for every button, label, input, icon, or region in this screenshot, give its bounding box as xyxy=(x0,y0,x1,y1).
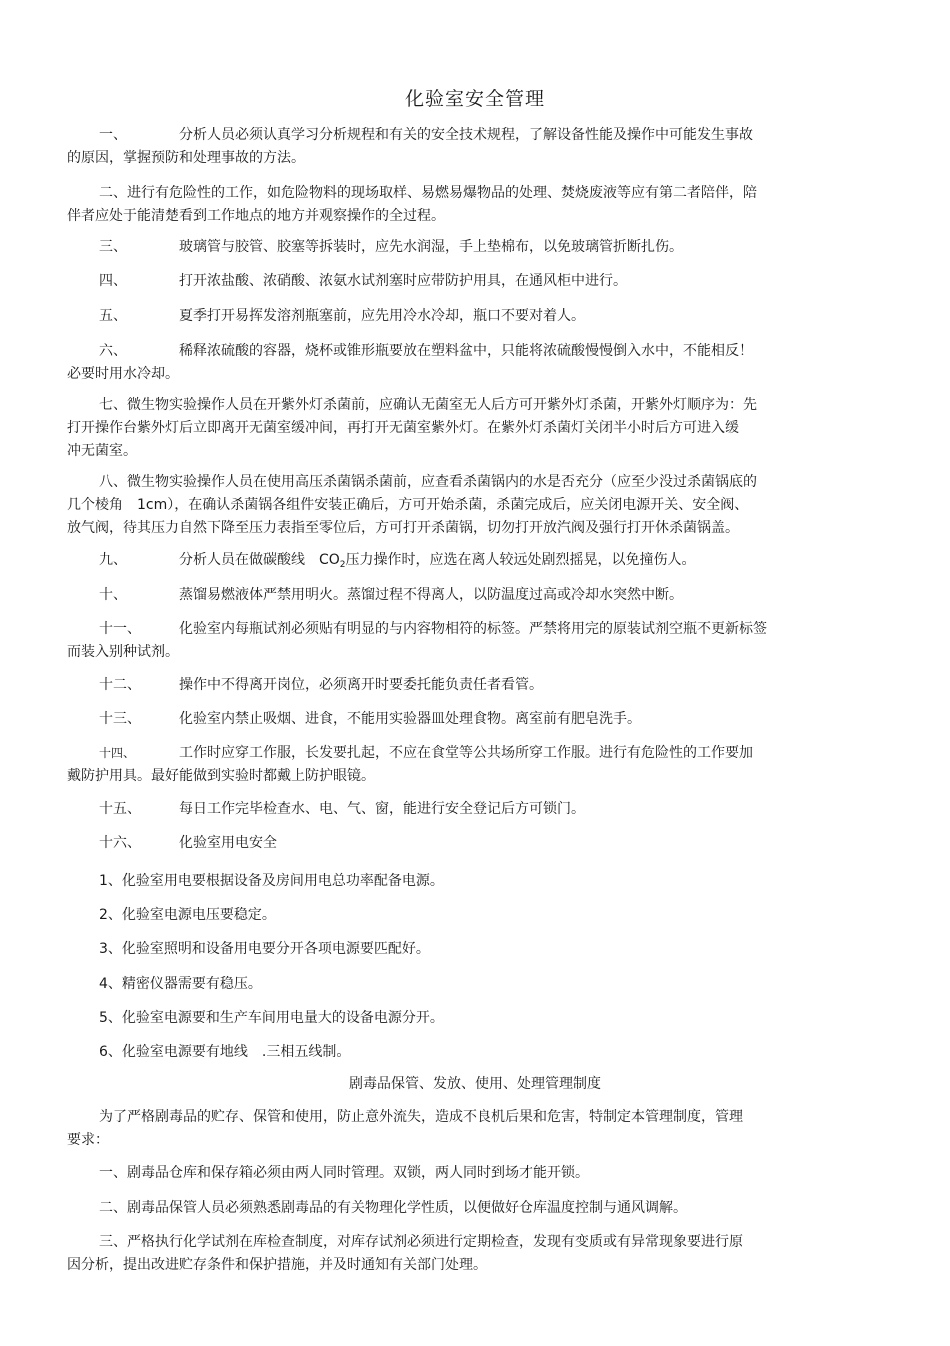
rule-text: 每日工作完毕检查水、电、气、窗，能进行安全登记后方可锁门。 xyxy=(179,801,585,817)
rule-text: 压力操作时，应选在离人较远处剧烈摇晃，以免撞伤人。 xyxy=(345,552,696,568)
rule-item xyxy=(67,340,812,386)
rule-text: 化验室内每瓶试剂必须贴有明显的与内容物相符的标签。严禁将用完的原装试剂空瓶不更新标签 xyxy=(179,621,767,637)
rule-item xyxy=(67,270,812,293)
rule-text: 夏季打开易挥发溶剂瓶塞前，应先用冷水冷却，瓶口不要对着人。 xyxy=(179,308,585,324)
policy-text: 一、剧毒品仓库和保存箱必须由两人同时管理。双锁，两人同时到场才能开锁。 xyxy=(99,1165,589,1181)
rule-text: 七、微生物实验操作人员在开紫外灯杀菌前，应确认无菌室无人后方可开紫外灯杀菌，开紫外灯顺序为：先 xyxy=(99,397,757,413)
policy-item xyxy=(67,1231,812,1277)
rule-text: 必要时用水冷却。 xyxy=(67,366,179,382)
rule-text: 冲无菌室。 xyxy=(67,443,137,459)
rule-item xyxy=(67,305,812,328)
rule-item xyxy=(67,236,812,259)
rule-text: 伴者应处于能清楚看到工作地点的地方并观察操作的全过程。 xyxy=(67,208,445,224)
rule-item xyxy=(67,182,812,228)
rule-number: 十六、 xyxy=(99,835,141,851)
rule-number: 十三、 xyxy=(99,711,141,727)
rule-text: 化验室内禁止吸烟、进食，不能用实验器皿处理食物。离室前有肥皂洗手。 xyxy=(179,711,641,727)
rule-text: 戴防护用具。最好能做到实验时都戴上防护眼镜。 xyxy=(67,768,375,784)
rule-item xyxy=(67,124,812,170)
rule-item xyxy=(67,394,812,463)
policy-text: 二、剧毒品保管人员必须熟悉剧毒品的有关物理化学性质，以便做好仓库温度控制与通风调解。 xyxy=(99,1200,687,1216)
rule-item xyxy=(67,584,812,607)
rule-number: 十四、 xyxy=(99,746,136,760)
rule-text: 八、微生物实验操作人员在使用高压杀菌锅杀菌前，应查看杀菌锅内的水是否充分（应至少没过杀菌锅底的 xyxy=(99,474,757,490)
rule-number: 十五、 xyxy=(99,801,141,817)
rule-text: 分析人员在做碳酸线 CO xyxy=(179,552,340,568)
policy-item xyxy=(67,1197,812,1220)
rule-number: 十二、 xyxy=(99,677,141,693)
rule-item xyxy=(67,618,812,664)
rule-number: 五、 xyxy=(99,308,127,324)
list-item: 2、化验室电源电压要稳定。 xyxy=(99,907,276,923)
rule-item xyxy=(67,549,812,572)
rule-text: 分析人员必须认真学习分析规程和有关的安全技术规程，了解设备性能及操作中可能发生事故 xyxy=(179,127,753,143)
rule-item xyxy=(67,708,812,731)
list-item: 6、化验室电源要有地线 .三相五线制。 xyxy=(99,1044,351,1060)
intro-text: 为了严格剧毒品的贮存、保管和使用，防止意外流失，造成不良机后果和危害，特制定本管理制度，管理 xyxy=(99,1109,743,1125)
rule-text: 玻璃管与胶管、胶塞等拆装时，应先水润湿，手上垫棉布，以免玻璃管折断扎伤。 xyxy=(179,239,683,255)
rule-text: 放气阀，待其压力自然下降至压力表指至零位后，方可打开杀菌锅，切勿打开放汽阀及强行打开休杀菌锅盖。 xyxy=(67,520,739,536)
rule-text: 操作中不得离开岗位，必须离开时要委托能负责任者看管。 xyxy=(179,677,543,693)
policy-item xyxy=(67,1162,812,1185)
rule-item xyxy=(67,832,812,855)
rule-text: 化验室用电安全 xyxy=(179,835,277,851)
rule-text: 几个棱角 1cm），在确认杀菌锅各组件安装正确后，方可开始杀菌，杀菌完成后，应关闭电源开关、安全阀、 xyxy=(67,497,749,513)
rule-item xyxy=(67,674,812,697)
policy-text: 因分析，提出改进贮存条件和保护措施，并及时通知有关部门处理。 xyxy=(67,1257,487,1273)
rule-number: 十一、 xyxy=(99,621,141,637)
rule-text: 打开浓盐酸、浓硝酸、浓氨水试剂塞时应带防护用具，在通风柜中进行。 xyxy=(179,273,627,289)
list-item: 3、化验室照明和设备用电要分开各项电源要匹配好。 xyxy=(99,941,430,957)
rule-text: 打开操作台紫外灯后立即离开无菌室缓冲间，再打开无菌室紫外灯。在紫外灯杀菌灯关闭半小时后方可进入缓 xyxy=(67,420,739,436)
rule-number: 一、 xyxy=(99,127,127,143)
rule-item xyxy=(67,798,812,821)
rule-number: 三、 xyxy=(99,239,127,255)
list-item: 1、化验室用电要根据设备及房间用电总功率配备电源。 xyxy=(99,873,444,889)
section-title: 剧毒品保管、发放、使用、处理管理制度 xyxy=(349,1076,601,1092)
rule-text: 稀释浓硫酸的容器，烧杯或锥形瓶要放在塑料盆中，只能将浓硫酸慢慢倒入水中，不能相反！ xyxy=(179,343,753,359)
policy-text: 三、严格执行化学试剂在库检查制度，对库存试剂必须进行定期检查，发现有变质或有异常现象要进行原 xyxy=(99,1234,743,1250)
rule-text: 的原因，掌握预防和处理事故的方法。 xyxy=(67,150,305,166)
page-title: 化验室安全管理 xyxy=(404,88,545,110)
list-item: 5、化验室电源要和生产车间用电量大的设备电源分开。 xyxy=(99,1010,444,1026)
subscript: 2 xyxy=(339,560,346,570)
rule-text: 而装入别种试剂。 xyxy=(67,644,179,660)
rule-text: 工作时应穿工作服，长发要扎起，不应在食堂等公共场所穿工作服。进行有危险性的工作要加 xyxy=(179,745,753,761)
intro-paragraph xyxy=(67,1106,812,1152)
rule-number: 九、 xyxy=(99,552,127,568)
rule-text: 蒸馏易燃液体严禁用明火。蒸馏过程不得离人，以防温度过高或冷却水突然中断。 xyxy=(179,587,683,603)
intro-text: 要求： xyxy=(67,1132,109,1148)
rule-text: 二、进行有危险性的工作，如危险物料的现场取样、易燃易爆物品的处理、焚烧废液等应有第二者陪伴，陪 xyxy=(99,185,757,201)
rule-item xyxy=(67,742,812,788)
rule-number: 十、 xyxy=(99,587,127,603)
list-item: 4、精密仪器需要有稳压。 xyxy=(99,976,262,992)
rule-item xyxy=(67,471,812,540)
rule-number: 四、 xyxy=(99,273,127,289)
rule-number: 六、 xyxy=(99,343,127,359)
